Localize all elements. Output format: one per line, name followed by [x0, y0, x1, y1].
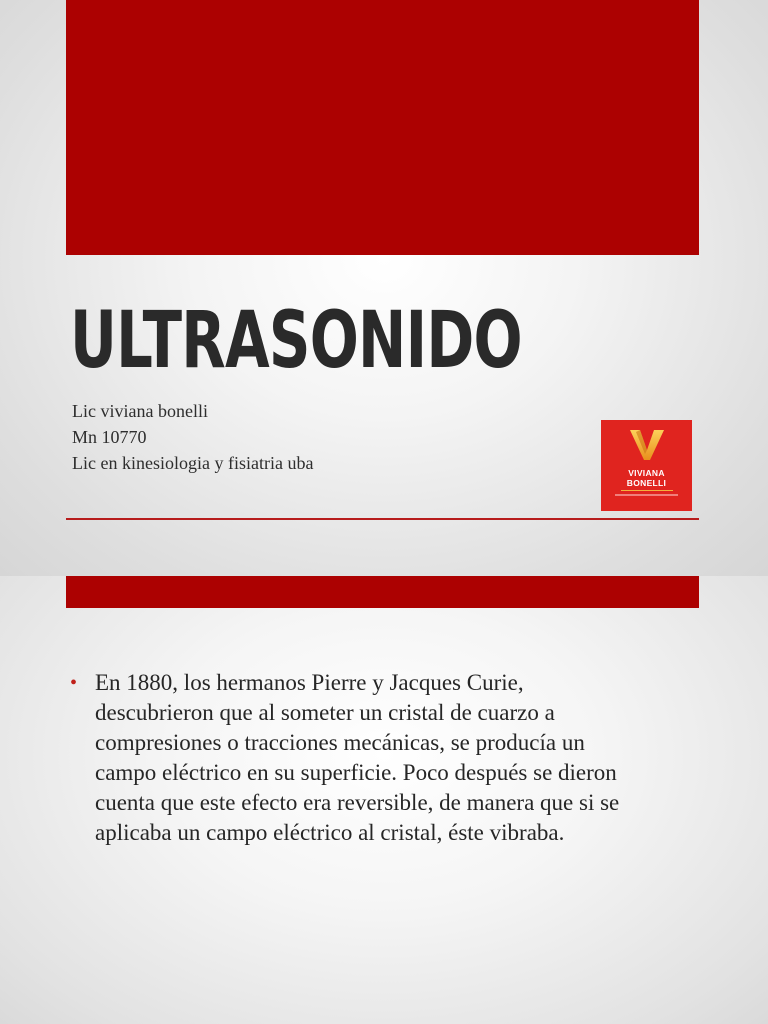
content-header-band [66, 576, 699, 608]
bullet-line: aplicaba un campo eléctrico al cristal, éste vibraba. [95, 820, 565, 845]
subtitle-line-degree: Lic en kinesiologia y fisiatria uba [72, 453, 314, 473]
logo-name-first: VIVIANA [628, 468, 665, 478]
bullet-line: En 1880, los hermanos Pierre y Jacques Curie, [95, 670, 524, 695]
logo-tagline-mark [615, 494, 678, 496]
subtitle-line-author: Lic viviana bonelli [72, 401, 208, 421]
bullet-line: campo eléctrico en su superficie. Poco después se dieron [95, 760, 617, 785]
logo-accent-bar [621, 490, 673, 491]
bullet-icon: • [70, 672, 78, 694]
subtitle-line-license: Mn 10770 [72, 427, 147, 447]
header-band [66, 0, 699, 255]
subtitle-block [72, 398, 313, 476]
bullet-list [70, 668, 710, 848]
divider-line [66, 518, 699, 520]
logo-name-last: BONELLI [626, 478, 667, 488]
v-logo-icon [628, 428, 666, 462]
list-item [70, 668, 710, 848]
brand-logo [601, 420, 692, 511]
slide-title-text: ULTRASONIDO [70, 296, 522, 386]
bullet-line: descubrieron que al someter un cristal de cuarzo a [95, 700, 555, 725]
bullet-line: compresiones o tracciones mecánicas, se producía un [95, 730, 585, 755]
bullet-text [95, 668, 710, 848]
slide-content [0, 576, 768, 1024]
bullet-line: cuenta que este efecto era reversible, de manera que si se [95, 790, 620, 815]
